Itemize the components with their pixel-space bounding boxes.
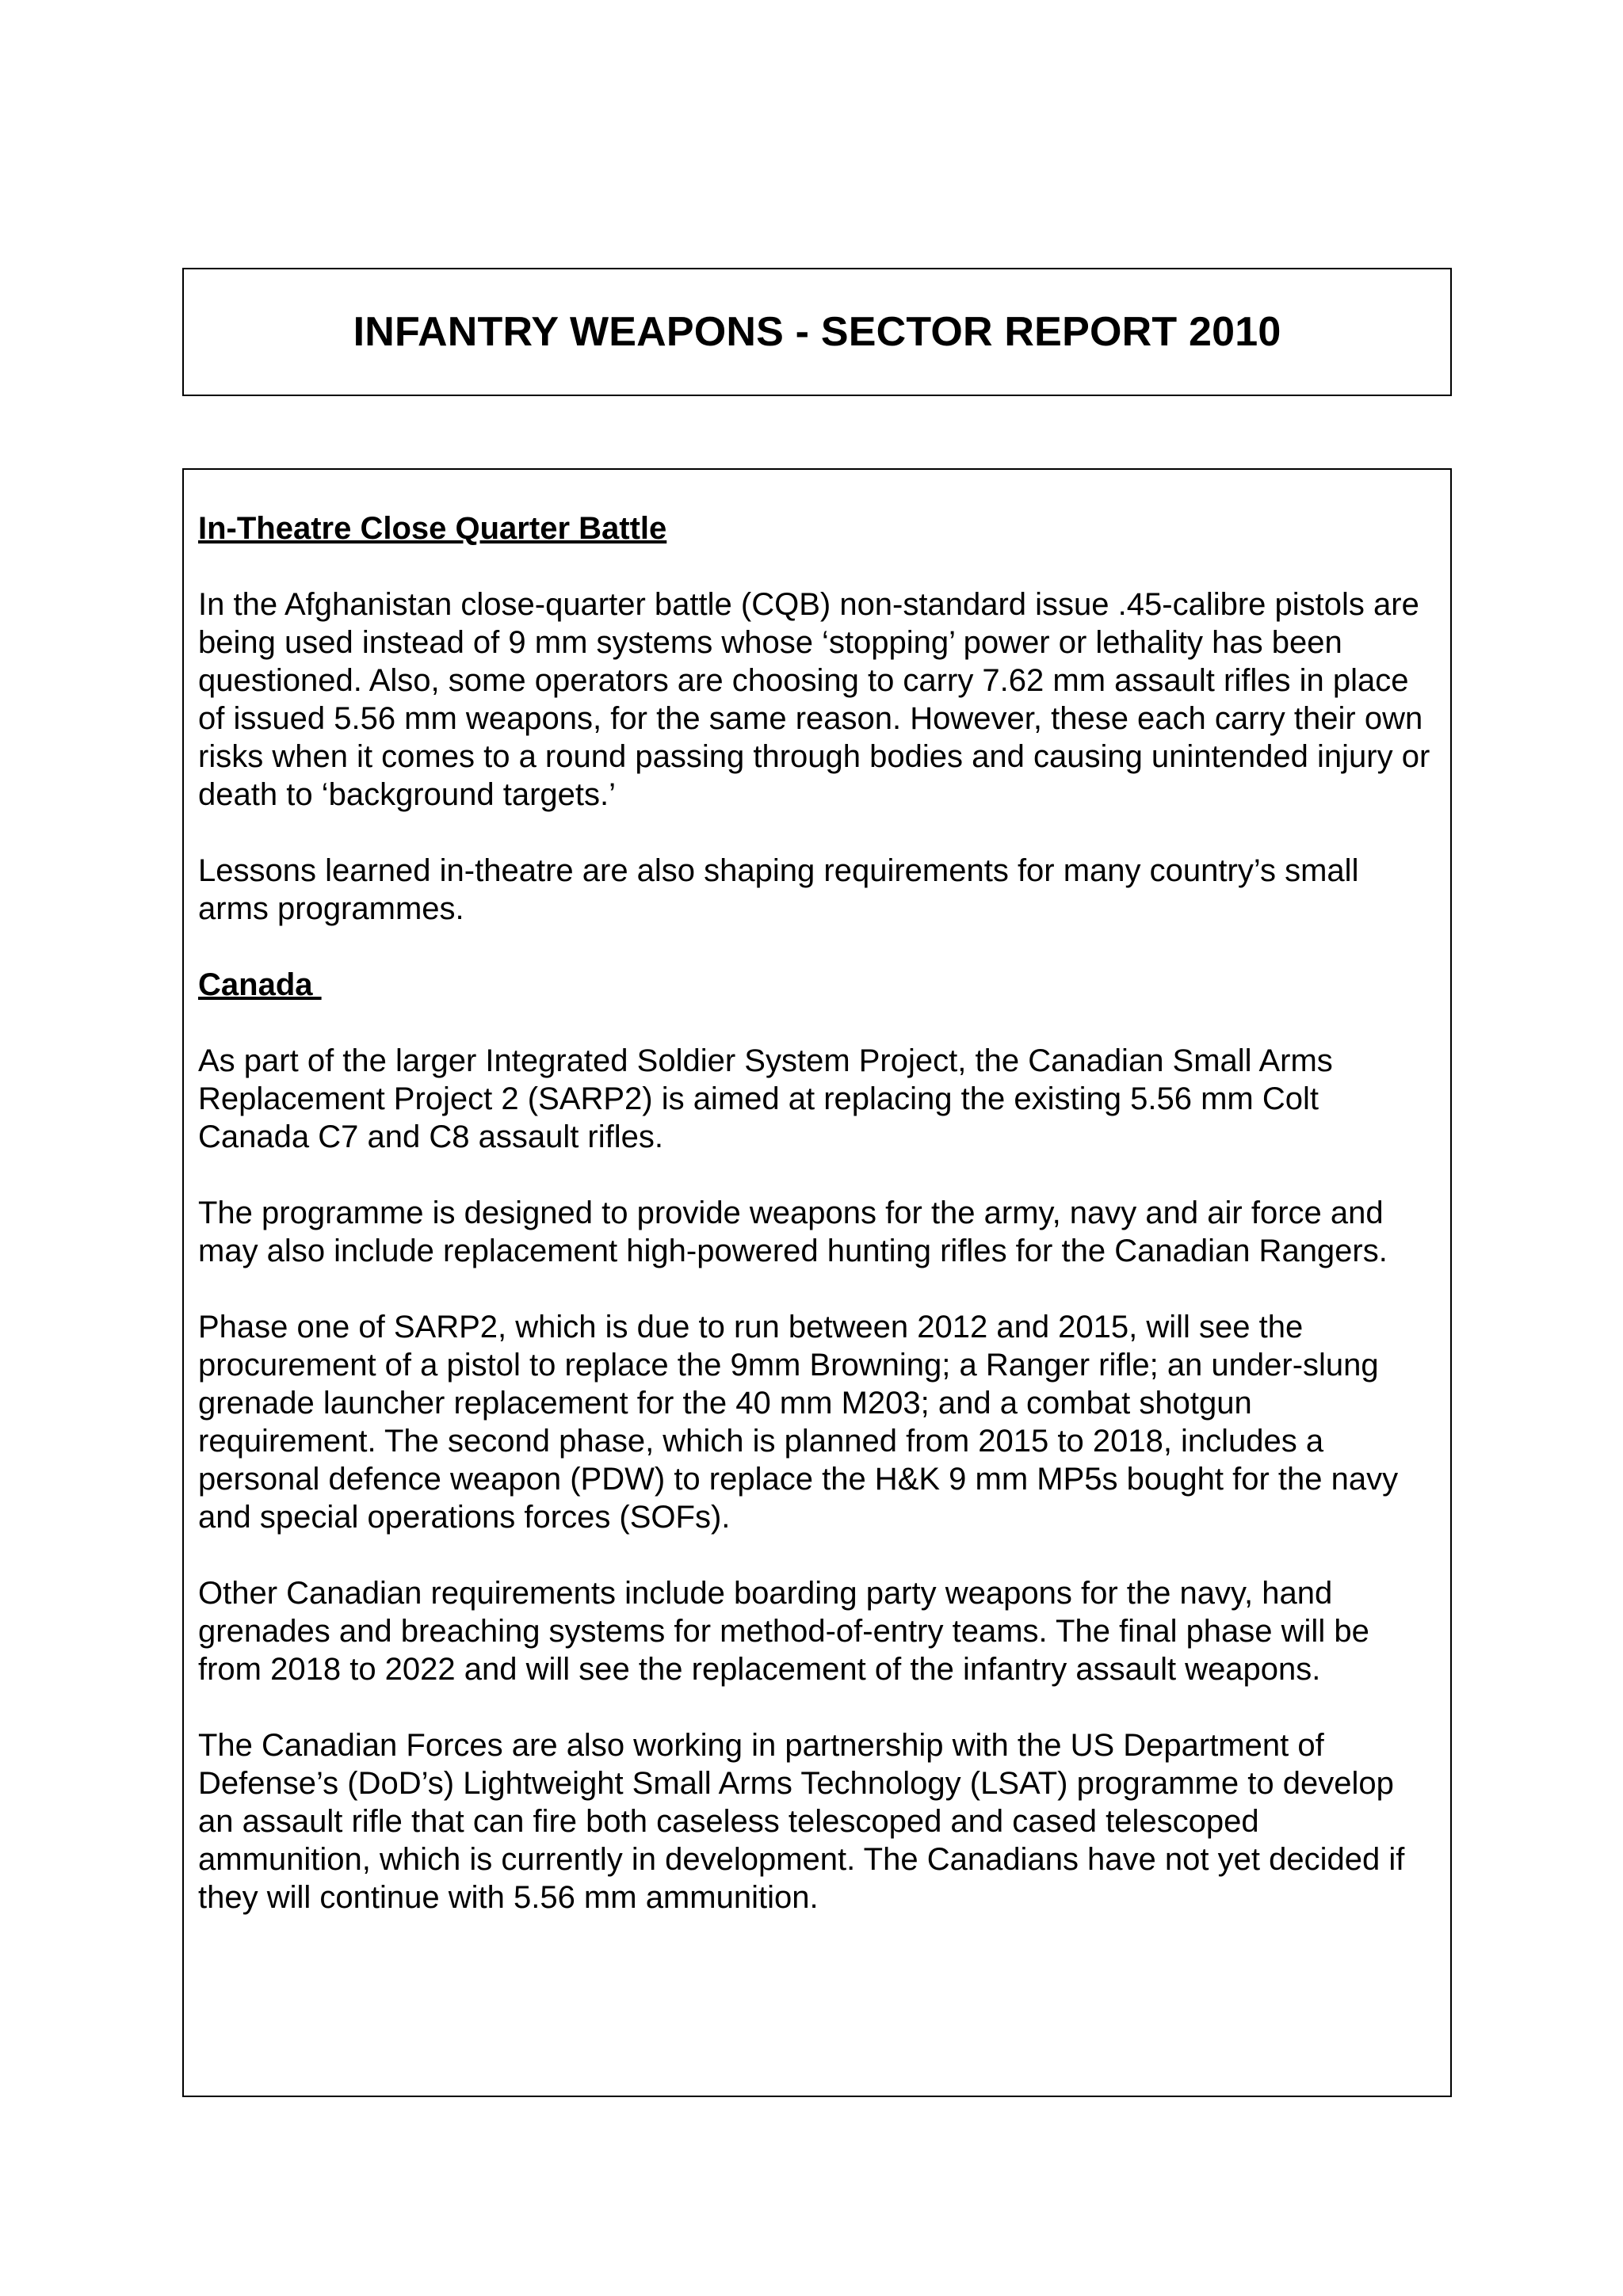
section-heading-in-theatre: In-Theatre Close Quarter Battle	[198, 511, 667, 546]
paragraph-programme-scope: The programme is designed to provide weapons for the army, navy and air force and may also include replacement high-powered hunting rifles for the Canadian Rangers.	[198, 1196, 1388, 1268]
paragraph-phases: Phase one of SARP2, which is due to run between 2012 and 2015, will see the procurement of a pistol to replace the 9mm Browning; a Ranger rifle; an under-slung grenade launcher replacement for the 40 mm M203; and a combat shotgun requirement. The second phase, which is planned from 2015 to 2018, includes a personal defence weapon (PDW) to replace the H&K 9 mm MP5s bought for the navy and special operations forces (SOFs).	[198, 1310, 1399, 1535]
section-heading-canada: Canada	[198, 967, 322, 1002]
paragraph-sarp2-overview: As part of the larger Integrated Soldier System Project, the Canadian Small Arms Replacement Project 2 (SARP2) is aimed at replacing the existing 5.56 mm Colt Canada C7 and C8 assault rifles.	[198, 1043, 1333, 1154]
paragraph-lsat-partnership: The Canadian Forces are also working in partnership with the US Department of Defense’s (DoD’s) Lightweight Small Arms Technology (LSAT) programme to develop an assault rifle that can fire both caseless telescoped and cased telescoped ammunition, which is currently in development. The Canadians have not yet decided if they will continue with 5.56 mm ammunition.	[198, 1728, 1405, 1915]
paragraph-other-requirements: Other Canadian requirements include boarding party weapons for the navy, hand grenades and breaching systems for method-of-entry teams. The final phase will be from 2018 to 2022 and will see the replacement of the infantry assault weapons.	[198, 1576, 1369, 1687]
paragraph-cqb-weapons: In the Afghanistan close-quarter battle (CQB) non-standard issue .45-calibre pistols are being used instead of 9 mm systems whose ‘stopping’ power or lethality has been questioned. Also, some operators are choosing to carry 7.62 mm assault rifles in place of issued 5.56 mm weapons, for the same reason. However, these each carry their own risks when it comes to a round passing through bodies and causing unintended injury or death to ‘background targets.’	[198, 587, 1430, 812]
report-body	[182, 468, 1452, 2097]
title-box	[182, 268, 1452, 396]
paragraph-lessons-learned: Lessons learned in-theatre are also shaping requirements for many country’s small arms programmes.	[198, 853, 1359, 926]
document-title: INFANTRY WEAPONS - SECTOR REPORT 2010	[353, 309, 1281, 355]
